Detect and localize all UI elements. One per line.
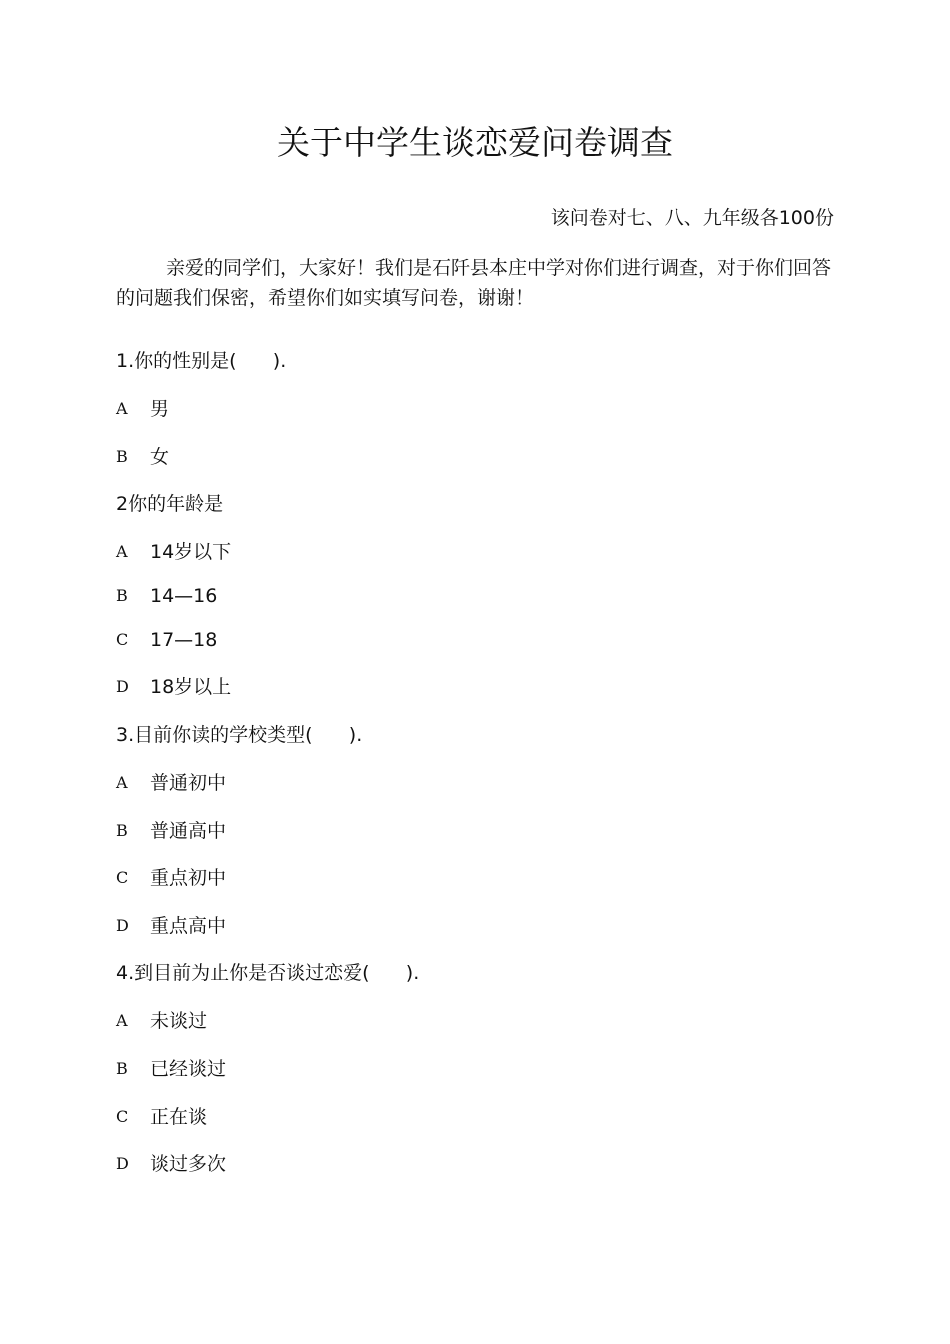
q4-option-d-letter: D: [116, 1154, 129, 1173]
q2-option-c-letter: C: [116, 630, 129, 649]
q1-option-a-text: 男: [150, 398, 170, 420]
q2-option-d-text: 18岁以上: [150, 676, 232, 698]
q2-option-b-text: 14—16: [150, 585, 218, 607]
page-title: 关于中学生谈恋爱问卷调查: [277, 123, 673, 162]
q3-option-b-text: 普通高中: [150, 820, 227, 842]
q1-option-b-text: 女: [150, 446, 170, 468]
q4-option-c-text: 正在谈: [150, 1106, 208, 1128]
q2-option-a-letter: A: [116, 542, 128, 561]
q2-option-b-letter: B: [116, 586, 128, 605]
q3-option-d-text: 重点高中: [150, 915, 227, 937]
q3-option-c-text: 重点初中: [150, 867, 227, 889]
q1-option-b-letter: B: [116, 447, 128, 466]
question-2: 2你的年龄是: [116, 493, 224, 515]
intro-paragraph: 亲爱的同学们，大家好！我们是石阡县本庄中学对你们进行调查，对于你们回答的问题我们保密，希望你们如实填写问卷，谢谢！: [116, 257, 832, 309]
q3-option-c-letter: C: [116, 868, 129, 887]
sample-note: 该问卷对七、八、九年级各100份: [550, 207, 834, 229]
q4-option-a-letter: A: [116, 1011, 128, 1030]
q3-option-a-text: 普通初中: [150, 772, 227, 794]
q2-option-a-text: 14岁以下: [150, 541, 232, 563]
q2-option-c-text: 17—18: [150, 629, 218, 651]
q3-option-d-letter: D: [116, 916, 129, 935]
q3-option-b-letter: B: [116, 821, 128, 840]
q1-option-a-letter: A: [116, 399, 128, 418]
q3-option-a-letter: A: [116, 773, 128, 792]
question-1: 1.你的性别是( ).: [116, 350, 287, 372]
question-4: 4.到目前为止你是否谈过恋爱( ).: [116, 962, 420, 984]
q4-option-b-text: 已经谈过: [150, 1058, 227, 1080]
q4-option-d-text: 谈过多次: [150, 1153, 227, 1175]
q4-option-c-letter: C: [116, 1107, 129, 1126]
q4-option-b-letter: B: [116, 1059, 128, 1078]
q4-option-a-text: 未谈过: [150, 1010, 208, 1032]
question-3: 3.目前你读的学校类型( ).: [116, 724, 363, 746]
q2-option-d-letter: D: [116, 677, 129, 696]
